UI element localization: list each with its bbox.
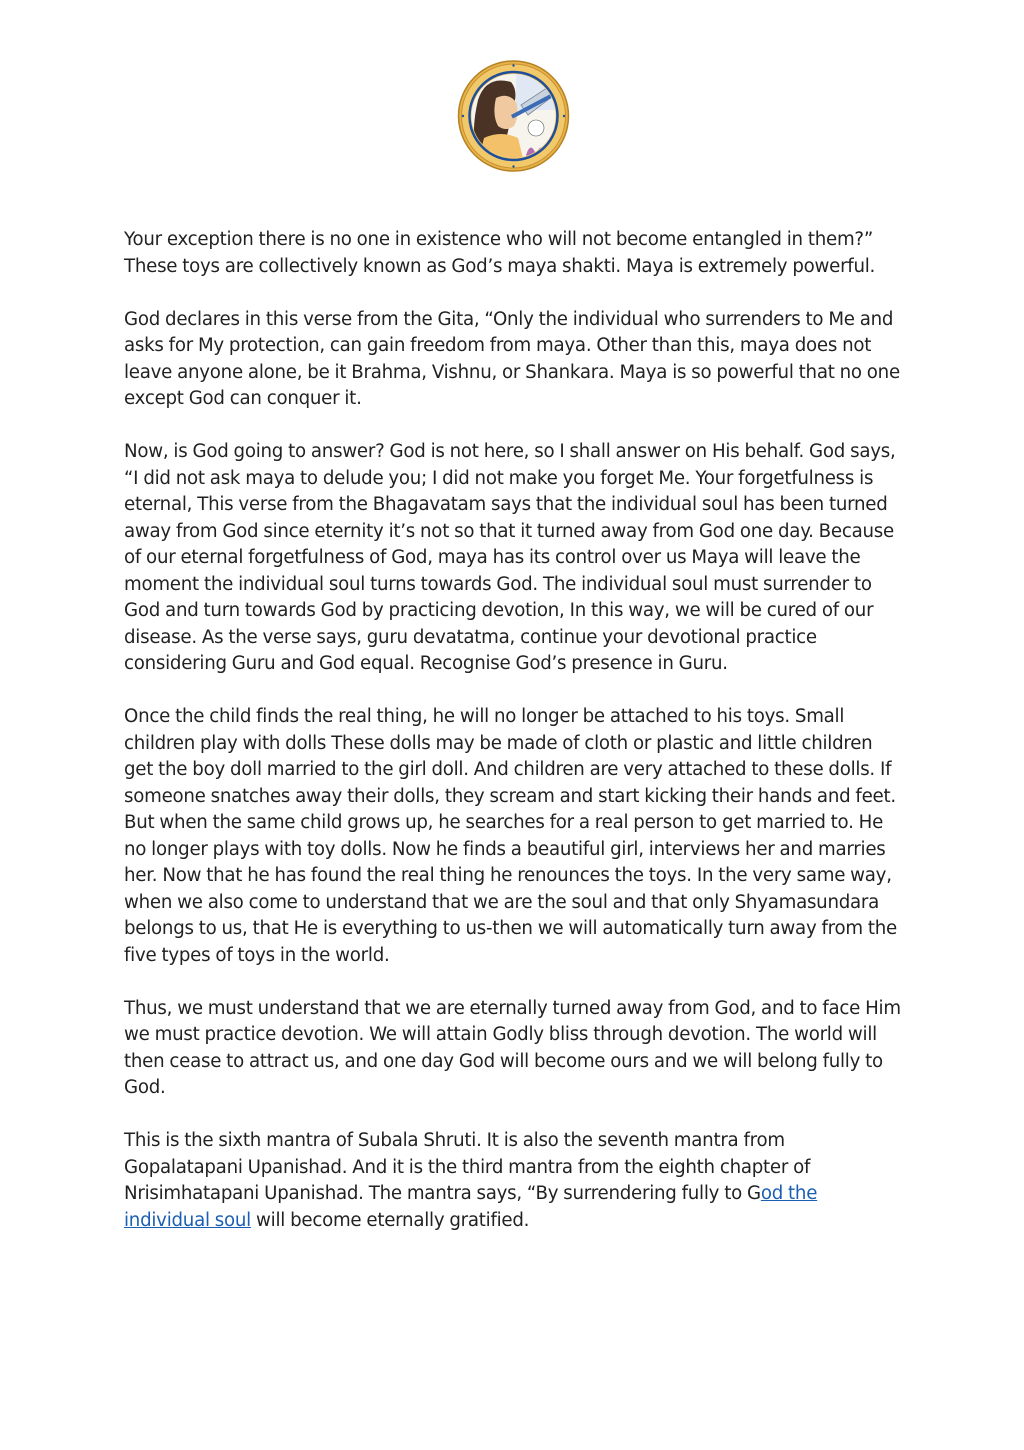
paragraph-text-after: will become eternally gratified. (250, 1209, 530, 1231)
individual-soul-link[interactable]: od the individual soul (124, 1183, 818, 1231)
paragraph-final (124, 1128, 904, 1234)
paragraph: God declares in this verse from the Gita, “Only the individual who surrenders to Me and asks for My protection, can gain freedom from maya. Other than this, maya does not leave anyone alone, be it Brahma, Vishnu, or Shankara. Maya is so powerful that no one except God can conquer it. (124, 308, 900, 409)
document-body (124, 227, 904, 1261)
guru-emblem-seal-icon (456, 60, 571, 172)
paragraph-text-before: This is the sixth mantra of Subala Shruti. It is also the seventh mantra from Gopalatapani Upanishad. And it is the third mantra from the eighth chapter of Nrisimhatapani Upanishad. The mantra says, “By surrendering fully to G (124, 1130, 811, 1204)
paragraph: Your exception there is no one in existence who will not become entangled in them?” These toys are collectively known as God’s maya shakti. Maya is extremely powerful. (124, 229, 876, 277)
logo (456, 60, 571, 172)
paragraph: Now, is God going to answer? God is not here, so I shall answer on His behalf. God says, “I did not ask maya to delude you; I did not make you forget Me. Your forgetfulness is eternal, This verse from the Bhagavatam says that the individual soul has been turned away from God since eternity it’s not so that it turned away from God one day. Because of our eternal forgetfulness of God, maya has its control over us Maya will leave the moment the individual soul turns towards God. The individual soul must surrender to God and turn towards God by practicing devotion, In this way, we will be cured of our disease. As the verse says, guru devatatma, continue your devotional practice considering Guru and God equal. Recognise God’s presence in Guru. (124, 441, 896, 674)
paragraph: Thus, we must understand that we are eternally turned away from God, and to face Him we must practice devotion. We will attain Godly bliss through devotion. The world will then cease to attract us, and one day God will become ours and we will belong fully to God. (124, 997, 901, 1098)
paragraph: Once the child finds the real thing, he will no longer be attached to his toys. Small children play with dolls These dolls may be made of cloth or plastic and little children get the boy doll married to the girl doll. And children are very attached to these dolls. If someone snatches away their dolls, they scream and start kicking their hands and feet. But when the same child grows up, he searches for a real person to get married to. He no longer plays with toy dolls. Now he finds a beautiful girl, interviews her and marries her. Now that he has found the real thing he renounces the toys. In the very same way, when we also come to understand that we are the soul and that only Shyamasundara belongs to us, that He is everything to us-then we will automatically turn away from the five types of toys in the world. (124, 706, 897, 966)
